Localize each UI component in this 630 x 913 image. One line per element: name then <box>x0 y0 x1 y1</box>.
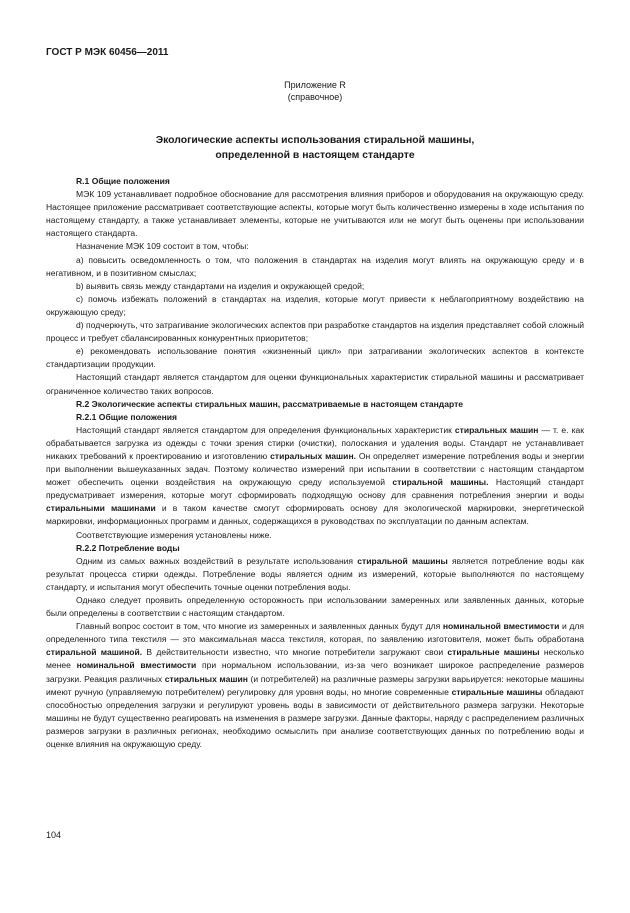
section-r1-paragraph-1: МЭК 109 устанавливает подробное обоснование для рассмотрения влияния приборов и оборудования на окружающую среду. Настоящее приложение рассматривает соответствующие аспекты, которые могут быть количественно измерены в ходе испытания по настоящему стандарту, а также устанавливает элементы, которые не учитываются или не могут быть оценены при использовании настоящего стандарта. <box>46 189 584 239</box>
document-title <box>46 133 584 163</box>
section-r1-number: R.1 <box>76 176 90 186</box>
list-item-d: d) подчеркнуть, что затрагивание экологических аспектов при разработке стандартов на изделия представляет собой сложный процесс и требует сбалансированных конкурентных приоритетов; <box>46 320 584 344</box>
list-item-a: а) повысить осведомленность о том, что положения в стандартах на изделия могут влиять на окружающую среду и в негативном, и в позитивном смыслах; <box>46 254 584 278</box>
section-r1-heading <box>46 175 584 188</box>
section-r2-title: R.2 Экологические аспекты стиральных машин, рассматриваемые в настоящем стандарте <box>76 398 464 409</box>
standard-header: ГОСТ Р МЭК 60456—2011 <box>46 47 169 58</box>
title-line-2: определенной в настоящем стандарте <box>215 150 415 161</box>
section-r22-heading <box>46 542 584 555</box>
annex-label <box>46 79 584 103</box>
title-line-1: Экологические аспекты использования стиральной машины, <box>155 135 475 146</box>
section-r22-paragraph-2: Однако следует проявить определенную осторожность при использовании замеренных или заявленных данных, которые были определены в соответствии с настоящим стандартом. <box>46 595 584 619</box>
section-r1-paragraph-2: Назначение МЭК 109 состоит в том, чтобы: <box>76 241 249 252</box>
section-r22-paragraph-3: Главный вопрос состоит в том, что многие из замеренных и заявленных данных будут для номинальной вместимости и для определенного типа текстиля — это максимальная масса текстиля, которая, по заявлению изготовителя, может быть обработана стиральной машиной. В действительности известно, что многие потребители загружают свои стиральные машины несколько менее номинальной вместимости при нормальном использовании, из-за чего возникает широкое распределение размеров загрузки. Реакция различных стиральных машин (и потребителей) на различные размеры загрузки варьируется: некоторые машины имеют ручную (управляемую потребителем) регулировку для уровня воды, но многие современные стиральные машины обладают способностью определения загрузки и регулируют уровень воды в зависимости от действительного размера загрузки. Некоторые машины не будут существенно реагировать на изменения в размере загрузки. Данные факторы, наряду с распределением различных размеров загрузки в различных регионах, необходимо осмыслить при анализе соответствующих данных по потреблению воды и оценке влияния на окружающую среду. <box>46 621 585 750</box>
section-r21-heading <box>46 411 584 424</box>
annex-type: (справочное) <box>287 92 343 102</box>
section-r1-title: Общие положения <box>91 176 170 186</box>
section-r1-paragraph-3: Настоящий стандарт является стандартом для оценки функциональных характеристик стиральной машины и рассматривает ограниченное количество таких вопросов. <box>46 372 584 396</box>
page-number: 104 <box>46 830 62 840</box>
section-r22-paragraph-1: Одним из самых важных воздействий в результате использования стиральной машины является потребление воды как результат процесса стирки одежды. Потребление воды является одним из измерений, которые выполняются по настоящему стандарту, и испытания могут обеспечить точные оценки потребления воды. <box>46 555 585 592</box>
section-r21-paragraph-2: Соответствующие измерения установлены ниже. <box>76 529 272 540</box>
section-r22-title: R.2.2 Потребление воды <box>76 542 180 553</box>
section-r21-title: R.2.1 Общие положения <box>76 411 178 422</box>
list-item-b: b) выявить связь между стандартами на изделия и окружающей средой; <box>76 280 365 291</box>
section-r2-heading <box>46 398 584 411</box>
list-item-e: e) рекомендовать использование понятия «жизненный цикл» при затрагивании экологических аспектов в контексте стандартизации продукции. <box>46 346 584 370</box>
section-r21-paragraph-1: Настоящий стандарт является стандартом для определения функциональных характеристик стиральных машин — т. е. как обрабатывается загрузка из одежды с точки зрения стирки (очистки), полоскания и удаления воды. Стандарт не устанавливает никаких требований к проектированию и изготовлению стиральных машин. Он определяет измерение потребления воды и энергии при выполнении вышеуказанных задач. Поэтому количество измерений при испытании в соответствии с настоящим стандартом может обеспечить оценки воздействия на окружающую среду используемой стиральной машины. Настоящий стандарт предусматривает измерения, которые могут сформировать подходящую основу для сравнения потребления энергии и воды стиральными машинами и в таком качестве смогут сформировать основу для экологической маркировки, энергетической маркировки, информационных программ и данных, содержащихся в руководствах по эксплуатации по данным аспектам. <box>46 424 584 527</box>
annex-title: Приложение R <box>284 80 346 90</box>
list-item-c: c) помочь избежать положений в стандартах на изделия, которые могут привести к неблагоприятному воздействию на окружающую среду; <box>46 293 584 317</box>
